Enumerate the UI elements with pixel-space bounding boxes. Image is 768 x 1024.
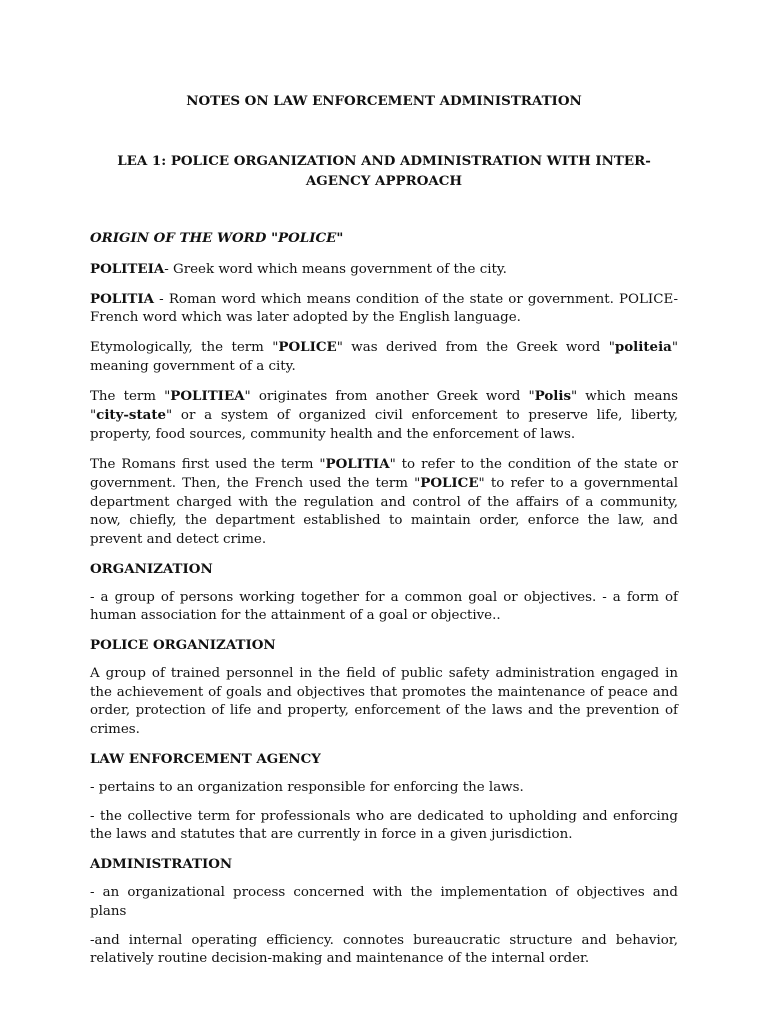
polis-text: " which means " xyxy=(90,388,678,423)
polis-text: " originates from another Greek word " xyxy=(244,388,535,404)
etymology-text: " was derived from the Greek word " xyxy=(336,340,615,355)
romans-bold-term: POLICE xyxy=(420,475,479,491)
politeia-paragraph xyxy=(90,260,678,280)
law-enforcement-agency-definition-1: - pertains to an organization responsible for enforcing the laws. xyxy=(90,779,524,795)
polis-text: The term " xyxy=(90,388,171,404)
document-title: NOTES ON LAW ENFORCEMENT ADMINISTRATION xyxy=(186,93,582,109)
politeia-definition: - Greek word which means government of the city. xyxy=(164,261,507,277)
administration-heading: ADMINISTRATION xyxy=(90,856,233,872)
etymology-text: Etymologically, the term " xyxy=(90,340,279,355)
politia-definition: - Roman word which means condition of the state or government. POLICE- French word which was later adopted by the English language. xyxy=(90,291,678,325)
polis-paragraph xyxy=(90,387,678,445)
document-body xyxy=(90,229,678,979)
etymology-bold-term: POLICE xyxy=(278,339,337,355)
etymology-bold-term: politeia xyxy=(614,339,672,355)
romans-text: " to refer to a governmental department charged with the regulation and control of the affairs of a community, now, chiefly, the department established to maintain order, enforce the law, and prevent and detect crime. xyxy=(90,476,678,547)
document-subtitle: LEA 1: POLICE ORGANIZATION AND ADMINISTRATION WITH INTER-AGENCY APPROACH xyxy=(117,153,651,189)
etymology-paragraph xyxy=(90,338,678,376)
politeia-term: POLITEIA xyxy=(90,260,165,277)
administration-definition-1: - an organizational process concerned with the implementation of objectives and plans xyxy=(90,885,678,919)
organization-definition: - a group of persons working together for a common goal or objectives. - a form of human association for the attainment of a goal or objective.. xyxy=(90,589,678,623)
romans-text: " to refer to the condition of the state or government. Then, the French used the term " xyxy=(90,456,678,491)
police-organization-definition: A group of trained personnel in the field of public safety administration engaged in the achievement of goals and objectives that promotes the maintenance of peace and order, protection of life and property, enforcement of the laws and the prevention of crimes. xyxy=(90,666,678,737)
romans-text: The Romans first used the term " xyxy=(90,456,326,472)
administration-definition-2: -and internal operating efficiency. connotes bureaucratic structure and behavior, relatively routine decision-making and maintenance of the internal order. xyxy=(90,932,678,966)
law-enforcement-agency-heading: LAW ENFORCEMENT AGENCY xyxy=(90,750,321,767)
polis-bold-term: Polis xyxy=(534,387,571,404)
polis-text: " or a system of organized civil enforcement to preserve life, liberty, property, food sources, community health and the enforcement of laws. xyxy=(90,408,678,442)
law-enforcement-agency-definition-2: - the collective term for professionals who are dedicated to upholding and enforcing the laws and statutes that are currently in force in a given jurisdiction. xyxy=(90,808,678,842)
origin-heading: ORIGIN OF THE WORD "POLICE" xyxy=(90,230,344,246)
organization-heading: ORGANIZATION xyxy=(90,560,213,577)
police-organization-heading: POLICE ORGANIZATION xyxy=(90,637,276,653)
politia-term: POLITIA xyxy=(90,290,155,307)
polis-bold-term: city-state xyxy=(96,407,167,423)
politia-paragraph xyxy=(90,290,678,328)
polis-bold-term: POLITIEA xyxy=(170,387,245,404)
romans-paragraph xyxy=(90,455,678,550)
romans-bold-term: POLITIA xyxy=(325,455,390,472)
etymology-text: " meaning government of a city. xyxy=(90,340,678,374)
